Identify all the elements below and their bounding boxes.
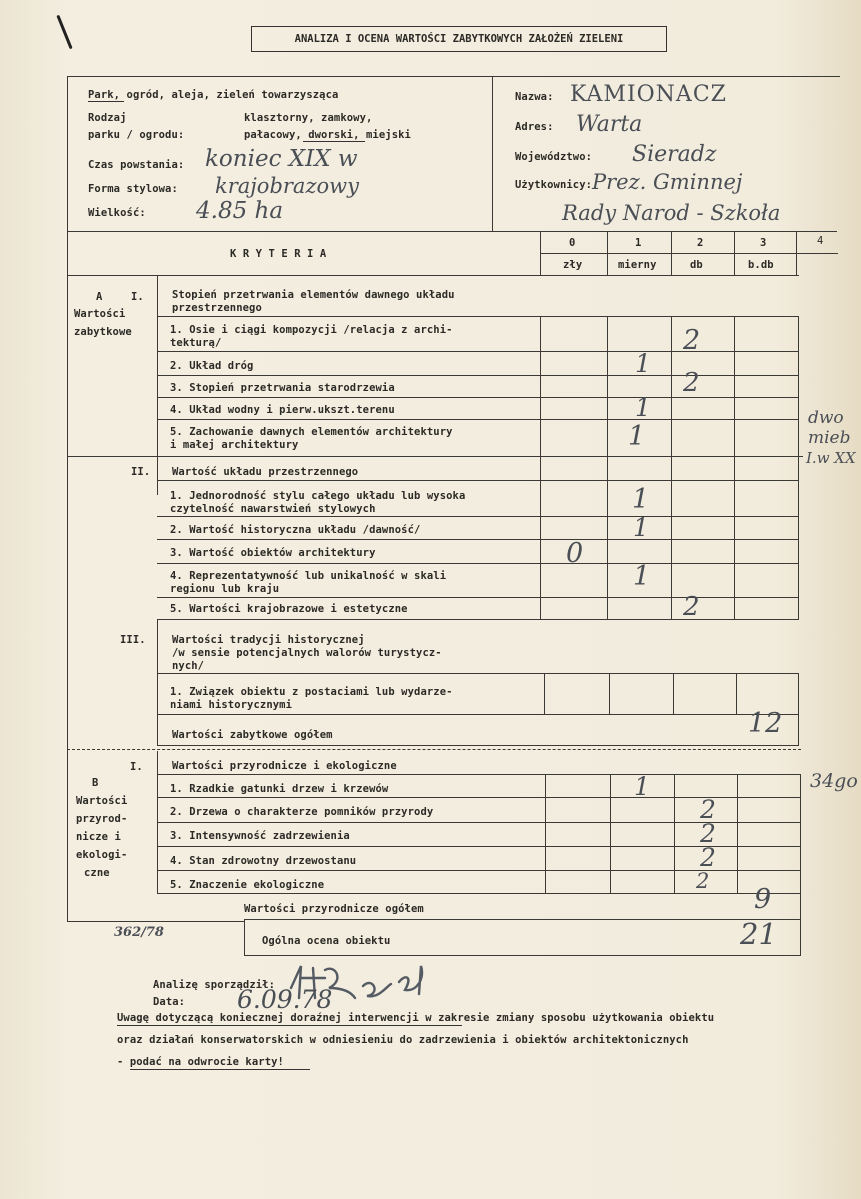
rule [157,563,799,564]
score-number-3: 3 [760,237,767,249]
wielkosc-label: Wielkość: [88,207,146,219]
mark-a1-1: 2 [683,325,701,356]
score-word-0: zły [563,259,583,271]
score-number-0: 0 [569,237,576,249]
note-line-3: - podać na odwrocie karty! [117,1056,284,1068]
a1-row-1-line-2: tekturą/ [170,337,222,349]
date-value: 6.09.78 [237,985,333,1014]
rule [157,397,799,398]
group-ii-title: Wartość układu przestrzennego [172,466,359,478]
section-b-name-1: Wartości [76,795,128,807]
underline-park [88,101,124,102]
adres-value: Warta [576,112,643,137]
rule [67,76,68,922]
section-b-name-4: ekologi- [76,849,128,861]
mark-a2-1: 1 [632,484,650,515]
rule [540,253,838,254]
overall-label: Ogólna ocena obiektu [262,935,391,947]
note-line-1: Uwagę dotyczącą koniecznej doraźnej interwencji w zakresie zmiany sposobu użytkowania obiektu [117,1012,715,1024]
score-number-4: 4 [817,235,824,247]
note-line-2: oraz działań konserwatorskich w odniesieniu do zadrzewienia i obiektów architektonicznych [117,1034,689,1046]
rule [796,231,797,276]
parku-label: parku / ogrodu: [88,129,185,141]
a2-row-3: 3. Wartość obiektów architektury [170,547,376,559]
uzytkownicy-value-1: Prez. Gminnej [592,170,743,194]
a1-row-5-line-2: i małej architektury [170,439,299,451]
group-i-title-2: przestrzennego [172,302,262,314]
mark-a2-4: 1 [633,561,651,592]
total-b-label: Wartości przyrodnicze ogółem [244,903,424,915]
mark-a2-5: 2 [683,592,700,622]
a3-row-1-line-1: 1. Związek obiektu z postaciami lub wydarze- [170,686,453,698]
rule [545,774,546,894]
mark-b-2: 2 [700,795,716,824]
rule [798,316,799,619]
rule [157,375,799,376]
rule [67,921,245,922]
mark-b-4: 2 [700,843,716,872]
mark-a1-2: 1 [635,349,651,378]
group-iii-title-2: /w sensie potencjalnych walorów turystycz- [172,647,442,659]
rule [607,231,608,276]
b-row-2: 2. Drzewa o charakterze pomników przyrody [170,806,434,818]
mark-a2-3: 0 [566,538,584,569]
score-number-1: 1 [635,237,642,249]
uzytkownicy-label: Użytkownicy: [515,179,593,191]
rule [734,231,735,276]
rule [157,351,799,352]
staple-mark [56,15,72,50]
overall-value: 21 [740,917,777,951]
mark-b-1: 1 [634,772,650,801]
rule [674,774,675,894]
rule [673,673,674,714]
section-b-letter: B [92,777,99,789]
mark-a1-5: 1 [628,421,646,452]
mark-a1-3: 2 [683,368,700,398]
section-b-name-5: czne [84,867,110,879]
a2-row-4-line-2: regionu lub kraju [170,583,280,595]
a2-row-2: 2. Wartość historyczna układu /dawność/ [170,524,421,536]
section-divider [67,749,801,750]
a1-row-1-line-1: 1. Osie i ciągi kompozycji /relacja z archi- [170,324,453,336]
rule [157,619,158,719]
score-word-3: b.db [748,259,774,271]
rule [244,919,800,920]
section-a-letter: A [96,291,103,303]
rule [607,316,608,619]
rule [157,419,799,420]
czas-label: Czas powstania: [88,159,185,171]
rule [737,774,738,894]
document-number: 362/78 [114,925,164,940]
mark-a2-2: 1 [633,513,649,542]
a2-row-1-line-2: czytelność nawarstwień stylowych [170,503,376,515]
rule [800,893,801,956]
section-b-title: Wartości przyrodnicze i ekologiczne [172,760,397,772]
score-word-2: db [690,259,703,271]
nazwa-label: Nazwa: [515,91,554,103]
a2-row-4-line-1: 4. Reprezentatywność lub unikalność w skali [170,570,447,582]
mark-a1-4: 1 [635,393,651,422]
rule [67,231,837,232]
a1-row-5-line-1: 5. Zachowanie dawnych elementów architektury [170,426,453,438]
section-a-name-1: Wartości [74,308,126,320]
prepared-label: Analizę sporządził: [153,979,276,991]
rule [157,316,799,317]
rule [157,673,799,674]
a1-row-3: 3. Stopień przetrwania starodrzewia [170,382,395,394]
rule [157,516,799,517]
rule [540,316,541,619]
rule [244,955,800,956]
forma-label: Forma stylowa: [88,183,178,195]
section-b-name-2: przyrod- [76,813,128,825]
rule [609,673,610,714]
mark-b-5: 2 [696,869,710,893]
czas-value: koniec XIX w [205,146,358,172]
rule [157,275,158,495]
rule [157,714,158,746]
score-number-2: 2 [697,237,704,249]
b-row-5: 5. Znaczenie ekologiczne [170,879,325,891]
margin-note-2: mieb [808,428,851,448]
rodzaj-options-2: pałacowy, dworski, miejski [244,129,411,141]
score-word-1: mierny [618,259,657,271]
section-b-roman: I. [130,761,143,773]
rule [671,231,672,276]
group-i-title-1: Stopień przetrwania elementów dawnego układu [172,289,455,301]
rule [157,597,799,598]
rule [157,714,799,715]
a2-row-1-line-1: 1. Jednorodność stylu całego układu lub wysoka [170,490,466,502]
group-iii-roman: III. [120,634,146,646]
wojewodztwo-value: Sieradz [632,142,717,167]
rule [67,275,799,276]
rule [67,76,840,77]
wojewodztwo-label: Województwo: [515,151,593,163]
mark-b-3: 2 [700,819,716,848]
rule [610,774,611,894]
note-underline-1 [117,1025,462,1026]
object-type-line: Park, ogród, aleja, zieleń towarzysząca [88,89,339,101]
rule [671,316,672,619]
total-a-label: Wartości zabytkowe ogółem [172,729,333,741]
forma-value: krajobrazowy [215,174,359,198]
margin-note-1: dwo [808,408,844,428]
wielkosc-value: 4.85 ha [196,198,284,224]
rule [800,774,801,894]
kryteria-label: K R Y T E R I A [230,248,327,260]
a2-row-5: 5. Wartości krajobrazowe i estetyczne [170,603,408,615]
note-underline-3 [130,1069,310,1070]
rule [157,480,799,481]
group-ii-roman: II. [131,466,151,478]
form-title-box [251,26,667,52]
group-iii-title-3: nych/ [172,660,205,672]
rule [244,919,245,956]
date-label: Data: [153,996,186,1008]
b-row-1: 1. Rzadkie gatunki drzew i krzewów [170,783,389,795]
underline-dworski [303,141,365,142]
b-row-3: 3. Intensywność zadrzewienia [170,830,350,842]
form-title: ANALIZA I OCENA WARTOŚCI ZABYTKOWYCH ZAŁOŻEŃ ZIELENI [294,33,624,45]
rule [492,76,493,232]
rule [157,774,801,775]
group-iii-title-1: Wartości tradycji historycznej [172,634,365,646]
section-a-roman: I. [131,291,144,303]
rule [544,673,545,714]
rodzaj-label: Rodzaj [88,112,127,124]
total-a-value: 12 [748,708,783,739]
a1-row-4: 4. Układ wodny i pierw.ukszt.terenu [170,404,395,416]
b-row-4: 4. Stan zdrowotny drzewostanu [170,855,357,867]
total-b-value: 9 [754,884,772,915]
rodzaj-options-1: klasztorny, zamkowy, [244,112,373,124]
adres-label: Adres: [515,121,554,133]
margin-note-3: I.w XX [806,449,856,467]
rule [736,673,737,714]
a3-row-1-line-2: niami historycznymi [170,699,293,711]
rule [67,456,803,457]
rule [157,893,801,894]
section-a-name-2: zabytkowe [74,326,132,338]
nazwa-value: KAMIONACZ [570,82,727,107]
a1-row-2: 2. Układ dróg [170,360,254,372]
rule [157,745,799,746]
rule [734,316,735,619]
margin-note-b: 34go [810,770,858,792]
section-b-name-3: nicze i [76,831,121,843]
uzytkownicy-value-2: Rady Narod - Szkoła [562,201,781,225]
rule [798,673,799,746]
rule [157,619,799,620]
rule [157,539,799,540]
